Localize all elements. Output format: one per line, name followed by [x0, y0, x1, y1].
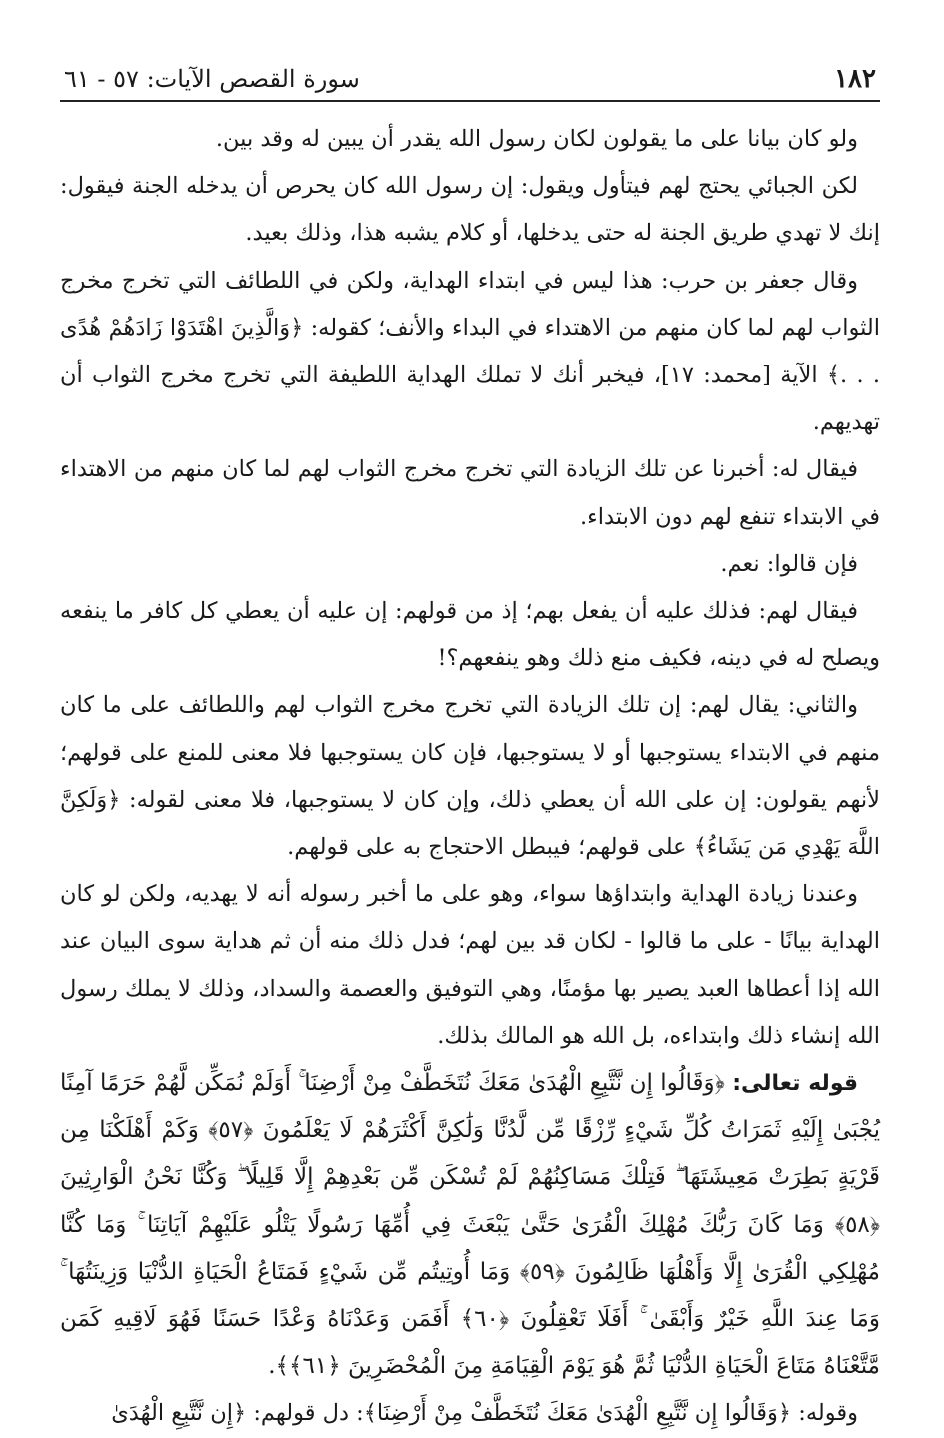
paragraph: والثاني: يقال لهم: إن تلك الزيادة التي تخرج مخرج الثواب لهم واللطائف على ما كان منهم في الابتداء يستوجبها أو لا يستوجبها، فإن كان يستوجبها فلا معنى للمنع على قولهم؛ لأنهم يقولون: إن على الله أن يعطي ذلك، وإن كان لا يستوجبها، فلا معنى لقوله: ﴿وَلَكِنَّ اللَّهَ يَهْدِي مَن يَشَاءُ﴾ على قولهم؛ فيبطل الاحتجاج به على قولهم.	[60, 692, 880, 861]
paragraph: وعندنا زيادة الهداية وابتداؤها سواء، وهو على ما أخبر رسوله أنه لا يهديه، ولكن لو كان الهداية بيانًا - على ما قالوا - لكان قد بين لهم؛ فدل ذلك منه أن ثم هداية سوى البيان عند الله إذا أعطاها العبد يصير بها مؤمنًا، وهي التوفيق والعصمة والسداد، وذلك لا يملك رسول الله إنشاء ذلك وابتداءه، بل الله هو المالك بذلك.	[60, 881, 880, 1049]
paragraph: وقال جعفر بن حرب: هذا ليس في ابتداء الهداية، ولكن في اللطائف التي تخرج مخرج الثواب لهم لما كان منهم من الاهتداء في البداء والأنف؛ كقوله: ﴿وَالَّذِينَ اهْتَدَوْا زَادَهُمْ هُدًى . . .﴾ الآية [محمد: ١٧]، فيخبر أنك لا تملك الهداية اللطيفة التي تخرج مخرج الثواب أن تهديهم.	[60, 267, 881, 436]
quran-label: قوله تعالى:	[732, 1071, 859, 1097]
quran-verses: ﴿وَقَالُوا إِن نَّتَّبِعِ الْهُدَىٰ مَعَكَ نُتَخَطَّفْ مِنْ أَرْضِنَا ۚ أَوَلَمْ نُمَكِّن لَّهُمْ حَرَمًا آمِنًا يُجْبَىٰ إِلَيْهِ ثَمَرَاتُ كُلِّ شَيْءٍ رِّزْقًا مِّن لَّدُنَّا وَلَٰكِنَّ أَكْثَرَهُمْ لَا يَعْلَمُونَ ﴿٥٧﴾ وَكَمْ أَهْلَكْنَا مِن قَرْيَةٍ بَطِرَتْ مَعِيشَتَهَا ۖ فَتِلْكَ مَسَاكِنُهُمْ لَمْ تُسْكَن مِّن بَعْدِهِمْ إِلَّا قَلِيلًا ۖ وَكُنَّا نَحْنُ الْوَارِثِينَ ﴿٥٨﴾ وَمَا كَانَ رَبُّكَ مُهْلِكَ الْقُرَىٰ حَتَّىٰ يَبْعَثَ فِي أُمِّهَا رَسُولًا يَتْلُو عَلَيْهِمْ آيَاتِنَا ۚ وَمَا كُنَّا مُهْلِكِي الْقُرَىٰ إِلَّا وَأَهْلُهَا ظَالِمُونَ ﴿٥٩﴾ وَمَا أُوتِيتُم مِّن شَيْءٍ فَمَتَاعُ الْحَيَاةِ الدُّنْيَا وَزِينَتُهَا ۚ وَمَا عِندَ اللَّهِ خَيْرٌ وَأَبْقَىٰ ۚ أَفَلَا تَعْقِلُونَ ﴿٦٠﴾ أَفَمَن وَعَدْنَاهُ وَعْدًا حَسَنًا فَهُوَ لَاقِيهِ كَمَن مَّتَّعْنَاهُ مَتَاعَ الْحَيَاةِ الدُّنْيَا ثُمَّ هُوَ يَوْمَ الْقِيَامَةِ مِنَ الْمُحْضَرِينَ ﴿٦١﴾﴾.	[60, 1070, 880, 1380]
page-header	[60, 50, 880, 102]
page-body	[60, 116, 880, 1438]
paragraph: لكن الجبائي يحتج لهم فيتأول ويقول: إن رسول الله كان يحرص أن يدخله الجنة فيقول: إنك لا تهدي طريق الجنة له حتى يدخلها، أو كلام يشبه هذا، وذلك بعيد.	[60, 173, 880, 247]
paragraph: فيقال لهم: فذلك عليه أن يفعل بهم؛ إذ من قولهم: إن عليه أن يعطي كل كافر ما ينفعه ويصلح له في دينه، فكيف منع ذلك وهو ينفعهم؟!	[60, 598, 880, 672]
paragraph: ولو كان بيانا على ما يقولون لكان رسول الله يقدر أن يبين له وقد بين.	[215, 126, 858, 152]
paragraph: فإن قالوا: نعم.	[720, 550, 858, 577]
paragraph: فيقال له: أخبرنا عن تلك الزيادة التي تخرج مخرج الثواب لهم لما كان منهم من الاهتداء في الابتداء تنفع لهم دون الابتداء.	[60, 456, 880, 530]
quran-passage	[60, 1060, 880, 1390]
running-title: سورة القصص الآيات: ٥٧ - ٦١	[64, 65, 360, 93]
book-page	[60, 50, 880, 1438]
page-number: ١٨٢	[834, 64, 876, 94]
paragraph: وقوله: ﴿وَقَالُوا إِن نَّتَّبِعِ الْهُدَىٰ مَعَكَ نُتَخَطَّفْ مِنْ أَرْضِنَا﴾: دل قولهم: ﴿إِن نَّتَّبِعِ الْهُدَىٰ	[111, 1400, 858, 1427]
